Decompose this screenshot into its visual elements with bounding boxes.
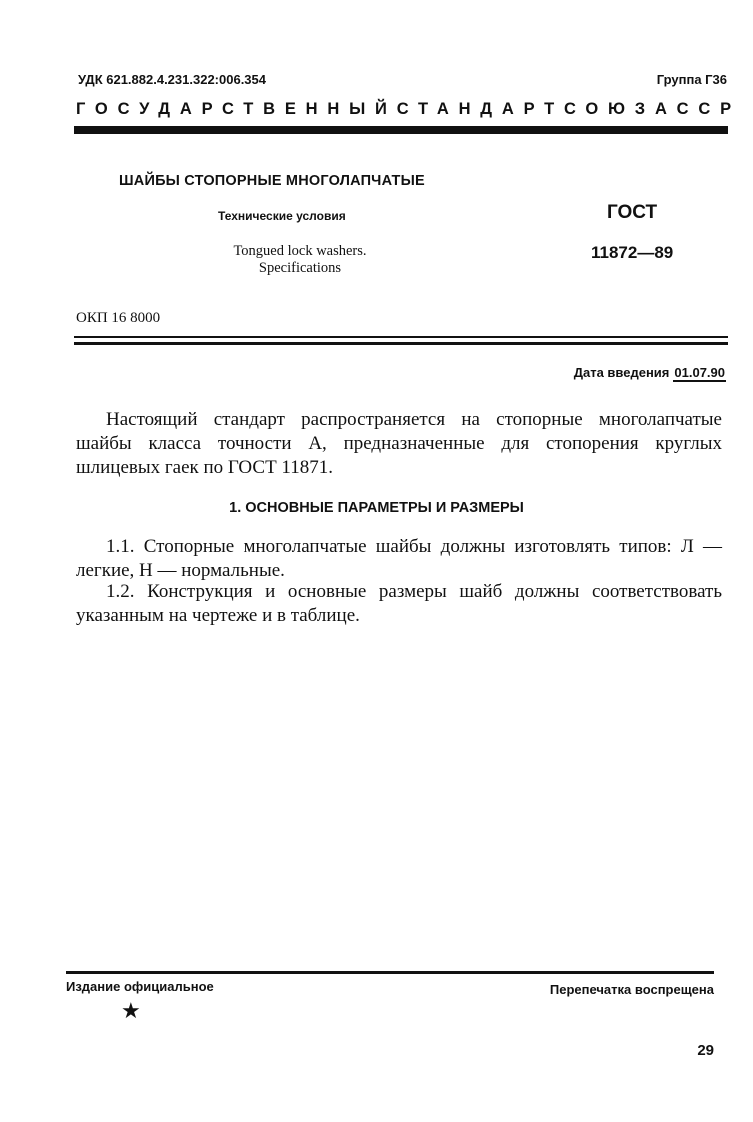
- title-rule: [74, 336, 728, 345]
- document-subtitle: Технические условия: [218, 209, 346, 223]
- section-heading: 1. ОСНОВНЫЕ ПАРАМЕТРЫ И РАЗМЕРЫ: [229, 500, 524, 516]
- footer-rule: [66, 971, 714, 974]
- reprint-prohibited-note: Перепечатка воспрещена: [549, 982, 714, 997]
- okp-code: ОКП 16 8000: [76, 310, 161, 326]
- banner-word-1: ГОСУДАРСТВЕННЫЙ: [76, 100, 397, 118]
- state-standard-banner: [76, 100, 741, 119]
- date-value: 01.07.90: [674, 365, 725, 380]
- clause-1-2: 1.2. Конструкция и основные размеры шайб должны соответствовать указанным на чертеже и в таблице.: [76, 581, 722, 626]
- clause-1-1: 1.1. Стопорные многолапчатые шайбы должны изготовлять типов: Л — легкие, Н — нормальные.: [76, 536, 722, 581]
- intro-paragraph: Настоящий стандарт распространяется на стопорные многолапчатые шайбы класса точности А, предназначенные для стопорения круглых шлицевых гаек по ГОСТ 11871.: [76, 409, 722, 478]
- star-icon: ★: [121, 998, 141, 1023]
- gost-number: 11872—89: [591, 243, 674, 262]
- official-edition-note: Издание официальное: [66, 979, 214, 994]
- banner-word-4: ССР: [676, 100, 741, 118]
- english-title: [200, 243, 400, 277]
- page-number: 29: [697, 1042, 714, 1059]
- group-code: Группа Г36: [656, 72, 727, 87]
- english-title-line-2: Specifications: [258, 260, 342, 276]
- banner-word-2: СТАНДАРТ: [396, 100, 565, 118]
- header-rule: [74, 126, 728, 134]
- udk-code: УДК 621.882.4.231.322:006.354: [78, 72, 266, 87]
- gost-label: ГОСТ: [607, 202, 658, 223]
- date-label: Дата введения: [573, 365, 670, 380]
- banner-word-3: СОЮЗА: [564, 100, 677, 118]
- introduction-date: [574, 365, 726, 380]
- english-title-line-1: Tongued lock washers.: [233, 243, 367, 259]
- document-title: ШАЙБЫ СТОПОРНЫЕ МНОГОЛАПЧАТЫЕ: [119, 173, 425, 189]
